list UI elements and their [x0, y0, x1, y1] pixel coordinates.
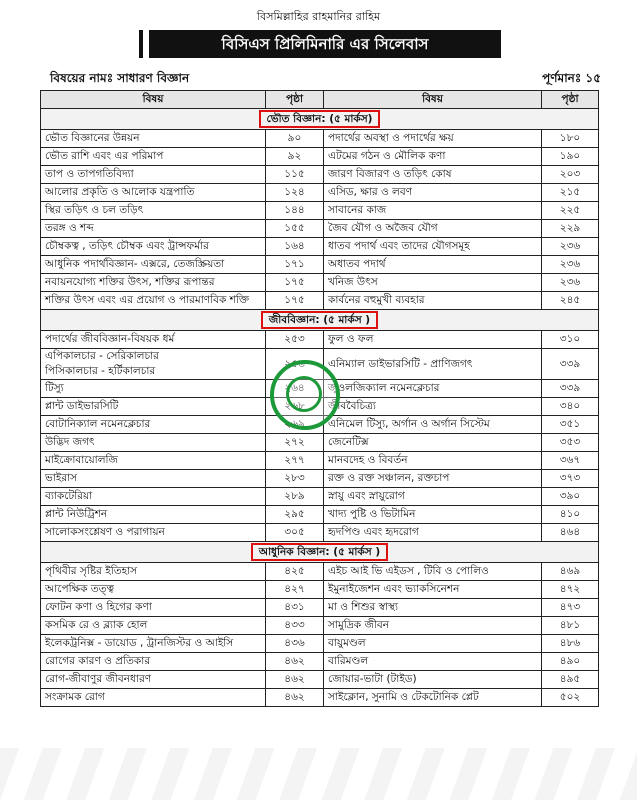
topic-cell: রোগের কারণ ও প্রতিকার	[41, 653, 266, 671]
table-header-row	[41, 91, 599, 109]
topic-cell: এইচ আই ভি এইডস , টিবি ও পোলিও	[324, 563, 542, 581]
topic-cell: স্নায়ু এবং স্নায়ুরোগ	[324, 488, 542, 506]
table-row	[41, 148, 599, 166]
topic-cell: সাইক্লোন, সুনামি ও টেকটোনিক প্লেট	[324, 689, 542, 707]
topic-cell: অধাতব পদার্থ	[324, 256, 542, 274]
topic-cell: রক্ত ও রক্ত সঞ্চালন, রক্তচাপ	[324, 470, 542, 488]
page-cell: ৪৮৬	[542, 635, 599, 653]
page-cell: ৪৩৩	[266, 617, 324, 635]
topic-cell: ইমুনাইজেশন এবং ভ্যাকসিনেশন	[324, 581, 542, 599]
section-header-row	[41, 109, 599, 130]
page-cell: ৪৬৯	[542, 563, 599, 581]
table-row	[41, 274, 599, 292]
table-row	[41, 166, 599, 184]
table-row	[41, 635, 599, 653]
topic-cell: মানবদেহ ও বিবর্তন	[324, 452, 542, 470]
full-marks: পূর্ণমানঃ ১৫	[542, 71, 601, 85]
page-cell: ১১৫	[266, 166, 324, 184]
table-row	[41, 130, 599, 148]
topic-cell: তাপ ও তাপগতিবিদ্যা	[41, 166, 266, 184]
table-row	[41, 563, 599, 581]
page-cell: ২৬৪	[266, 380, 324, 398]
page-cell: ২৬৯	[266, 416, 324, 434]
table-row	[41, 470, 599, 488]
page-cell: ৪৮১	[542, 617, 599, 635]
table-row	[41, 653, 599, 671]
page-cell: ৪২৭	[266, 581, 324, 599]
table-row	[41, 689, 599, 707]
topic-cell: ভৌত রাশি এবং এর পরিমাপ	[41, 148, 266, 166]
topic-cell: জোয়ার-ভাটা (টাইড)	[324, 671, 542, 689]
topic-cell: পদার্থের অবস্থা ও পদার্থের ক্ষয়	[324, 130, 542, 148]
page-cell: ৩৫১	[542, 416, 599, 434]
section-header-row	[41, 542, 599, 563]
page-cell: ৪১০	[542, 506, 599, 524]
topic-cell: প্লান্ট নিউট্রিশন	[41, 506, 266, 524]
topic-cell: ধাতব পদার্থ এবং তাদের যৌগসমূহ	[324, 238, 542, 256]
topic-cell: সংক্রামক রোগ	[41, 689, 266, 707]
table-row	[41, 671, 599, 689]
page-cell: ৩০৫	[266, 524, 324, 542]
page-cell: ১৬৪	[266, 238, 324, 256]
page-cell: ১৭৫	[266, 274, 324, 292]
table-row	[41, 452, 599, 470]
page-cell: ২৪৫	[542, 292, 599, 310]
page-cell: ৩১০	[542, 331, 599, 349]
section-label: জীববিজ্ঞান: (৫ মার্কস )	[261, 311, 378, 329]
page-cell: ২৩৬	[542, 274, 599, 292]
page-cell: ২০৩	[542, 166, 599, 184]
page-cell: ২৫৬	[266, 349, 324, 380]
topic-cell: খাদ্য পুষ্টি ও ভিটামিন	[324, 506, 542, 524]
topic-cell: জীববৈচিত্র্য	[324, 398, 542, 416]
page-cell: ১৭৫	[266, 292, 324, 310]
topic-cell: জেনেটিক্স	[324, 434, 542, 452]
topic-cell: নবায়নযোগ্য শক্তির উৎস, শক্তির রূপান্তর	[41, 274, 266, 292]
page-cell: ৯২	[266, 148, 324, 166]
bismillah-text: বিসমিল্লাহির রাহমানির রাহিম	[256, 10, 381, 23]
table-row	[41, 617, 599, 635]
topic-cell: আপেক্ষিক তত্ত্ব	[41, 581, 266, 599]
table-row	[41, 292, 599, 310]
topic-cell: বারিমণ্ডল	[324, 653, 542, 671]
table-row	[41, 202, 599, 220]
page-cell: ২৫৩	[266, 331, 324, 349]
topic-cell: তরঙ্গ ও শব্দ	[41, 220, 266, 238]
page-cell: ৪৬২	[266, 653, 324, 671]
table-row	[41, 184, 599, 202]
topic-cell: এনিম্যাল ডাইভারসিটি - প্রাণিজগৎ	[324, 349, 542, 380]
topic-cell: হৃদপিণ্ড এবং হৃদরোগ	[324, 524, 542, 542]
page-cell: ৪৭৩	[542, 599, 599, 617]
page-cell: ২২৯	[542, 220, 599, 238]
column-header-page: পৃষ্ঠা	[542, 91, 599, 109]
page-cell: ১৪৪	[266, 202, 324, 220]
page-cell: ২৩৬	[542, 238, 599, 256]
page-cell: ১৯০	[542, 148, 599, 166]
topic-cell: প্লান্ট ডাইভারসিটি	[41, 398, 266, 416]
page-cell: ৯০	[266, 130, 324, 148]
topic-cell: জুওলজিক্যাল নমেনক্লেচার	[324, 380, 542, 398]
topic-cell: টিস্যু	[41, 380, 266, 398]
page-cell: ২৭২	[266, 434, 324, 452]
topic-cell: স্থির তড়িৎ ও চল তড়িৎ	[41, 202, 266, 220]
topic-cell: বোটানিক্যাল নমেনক্লেচার	[41, 416, 266, 434]
page-cell: ৪২৫	[266, 563, 324, 581]
section-header-row	[41, 310, 599, 331]
page-cell: ১৭১	[266, 256, 324, 274]
topic-cell: শক্তির উৎস এবং এর প্রয়োগ ও পারমাণবিক শক্তি	[41, 292, 266, 310]
page-cell: ৩৫৩	[542, 434, 599, 452]
topic-cell: আলোর প্রকৃতি ও আলোক যন্ত্রপাতি	[41, 184, 266, 202]
table-row	[41, 220, 599, 238]
topic-cell: সালোকসংশ্লেষণ ও পরাগায়ন	[41, 524, 266, 542]
page-title: বিসিএস প্রিলিমিনারি এর সিলেবাস	[143, 30, 501, 58]
table-row	[41, 256, 599, 274]
topic-cell: রোগ-জীবাণুর জীবনধারণ	[41, 671, 266, 689]
table-row	[41, 524, 599, 542]
topic-cell: ব্যাকটেরিয়া	[41, 488, 266, 506]
section-label: ভৌত বিজ্ঞান: (৫ মার্কস)	[259, 110, 381, 128]
topic-cell: পৃথিবীর সৃষ্টির ইতিহাস	[41, 563, 266, 581]
topic-cell: খনিজ উৎস	[324, 274, 542, 292]
page-cell: ৩৯০	[542, 488, 599, 506]
page-cell: ২৩৬	[542, 256, 599, 274]
watermark-logo	[270, 360, 340, 430]
page-cell: ১৮০	[542, 130, 599, 148]
column-header-subject: বিষয়	[41, 91, 266, 109]
table-row	[41, 331, 599, 349]
topic-cell: ভৌত বিজ্ঞানের উন্নয়ন	[41, 130, 266, 148]
page-cell: ৪৩৬	[266, 635, 324, 653]
page-cell: ৪৬২	[266, 671, 324, 689]
topic-cell: ইলেকট্রনিক্স - ডায়োড , ট্রানজিস্টর ও আইসি	[41, 635, 266, 653]
table-row	[41, 434, 599, 452]
topic-cell: চৌম্বকত্ব , তড়িৎ চৌম্বক এবং ট্রান্সফর্মার	[41, 238, 266, 256]
page-cell: ২৯৫	[266, 506, 324, 524]
bottom-decoration	[0, 748, 637, 800]
topic-cell: এনিমেল টিস্যু, অর্গান ও অর্গান সিস্টেম	[324, 416, 542, 434]
column-header-subject: বিষয়	[324, 91, 542, 109]
subject-name: বিষয়ের নামঃ সাধারণ বিজ্ঞান	[50, 71, 190, 85]
topic-cell: ফোটন কণা ও হিগের কণা	[41, 599, 266, 617]
topic-cell: ফুল ও ফল	[324, 331, 542, 349]
topic-cell: ভাইরাস	[41, 470, 266, 488]
topic-cell: এটমের গঠন ও মৌলিক কণা	[324, 148, 542, 166]
topic-cell: সাবানের কাজ	[324, 202, 542, 220]
page-cell: ৪৯০	[542, 653, 599, 671]
page-cell: ২৭৭	[266, 452, 324, 470]
page-cell: ২৮৯	[266, 488, 324, 506]
section-label: আধুনিক বিজ্ঞান: (৫ মার্কস )	[251, 543, 388, 561]
page-cell: ২২৫	[542, 202, 599, 220]
table-row	[41, 599, 599, 617]
page-cell: ২৬৮	[266, 398, 324, 416]
page-cell: ৩৬৭	[542, 452, 599, 470]
page-cell: ৫০২	[542, 689, 599, 707]
page-cell: ৩৩৯	[542, 349, 599, 380]
topic-cell: আধুনিক পদার্থবিজ্ঞান- এক্সরে, তেজস্ক্রিয়তা	[41, 256, 266, 274]
topic-cell: পদার্থের জীববিজ্ঞান-বিষয়ক ধর্ম	[41, 331, 266, 349]
page-cell: ২৮৩	[266, 470, 324, 488]
page-cell: ১২৪	[266, 184, 324, 202]
page-cell: ৪৬৪	[542, 524, 599, 542]
page-cell: ৩৭৩	[542, 470, 599, 488]
page-cell: ২১৫	[542, 184, 599, 202]
page-cell: ৪৩১	[266, 599, 324, 617]
topic-cell: এসিড, ক্ষার ও লবণ	[324, 184, 542, 202]
topic-cell: কার্বনের বহুমুখী ব্যবহার	[324, 292, 542, 310]
topic-cell: কসমিক রে ও ব্ল্যাক হোল	[41, 617, 266, 635]
topic-cell: মা ও শিশুর স্বাস্থ্য	[324, 599, 542, 617]
table-row	[41, 488, 599, 506]
table-row	[41, 506, 599, 524]
page-cell: ১৫৫	[266, 220, 324, 238]
topic-cell: মাইক্রোবায়োলজি	[41, 452, 266, 470]
page-cell: ৪৯৫	[542, 671, 599, 689]
page-cell: ৩৩৯	[542, 380, 599, 398]
topic-cell: বায়ুমণ্ডল	[324, 635, 542, 653]
table-row	[41, 581, 599, 599]
page-cell: ৪৭২	[542, 581, 599, 599]
topic-cell: উদ্ভিদ জগৎ	[41, 434, 266, 452]
column-header-page: পৃষ্ঠা	[266, 91, 324, 109]
topic-cell: সামুদ্রিক জীবন	[324, 617, 542, 635]
topic-cell: জৈব যৌগ ও অজৈব যৌগ	[324, 220, 542, 238]
topic-cell: জারণ বিজারণ ও তড়িৎ কোষ	[324, 166, 542, 184]
page-cell: ৩৪০	[542, 398, 599, 416]
table-row	[41, 238, 599, 256]
page-cell: ৪৬২	[266, 689, 324, 707]
topic-cell: এপিকালচার - সেরিকালচার পিসিকালচার - হর্টিকালচার	[41, 349, 266, 380]
